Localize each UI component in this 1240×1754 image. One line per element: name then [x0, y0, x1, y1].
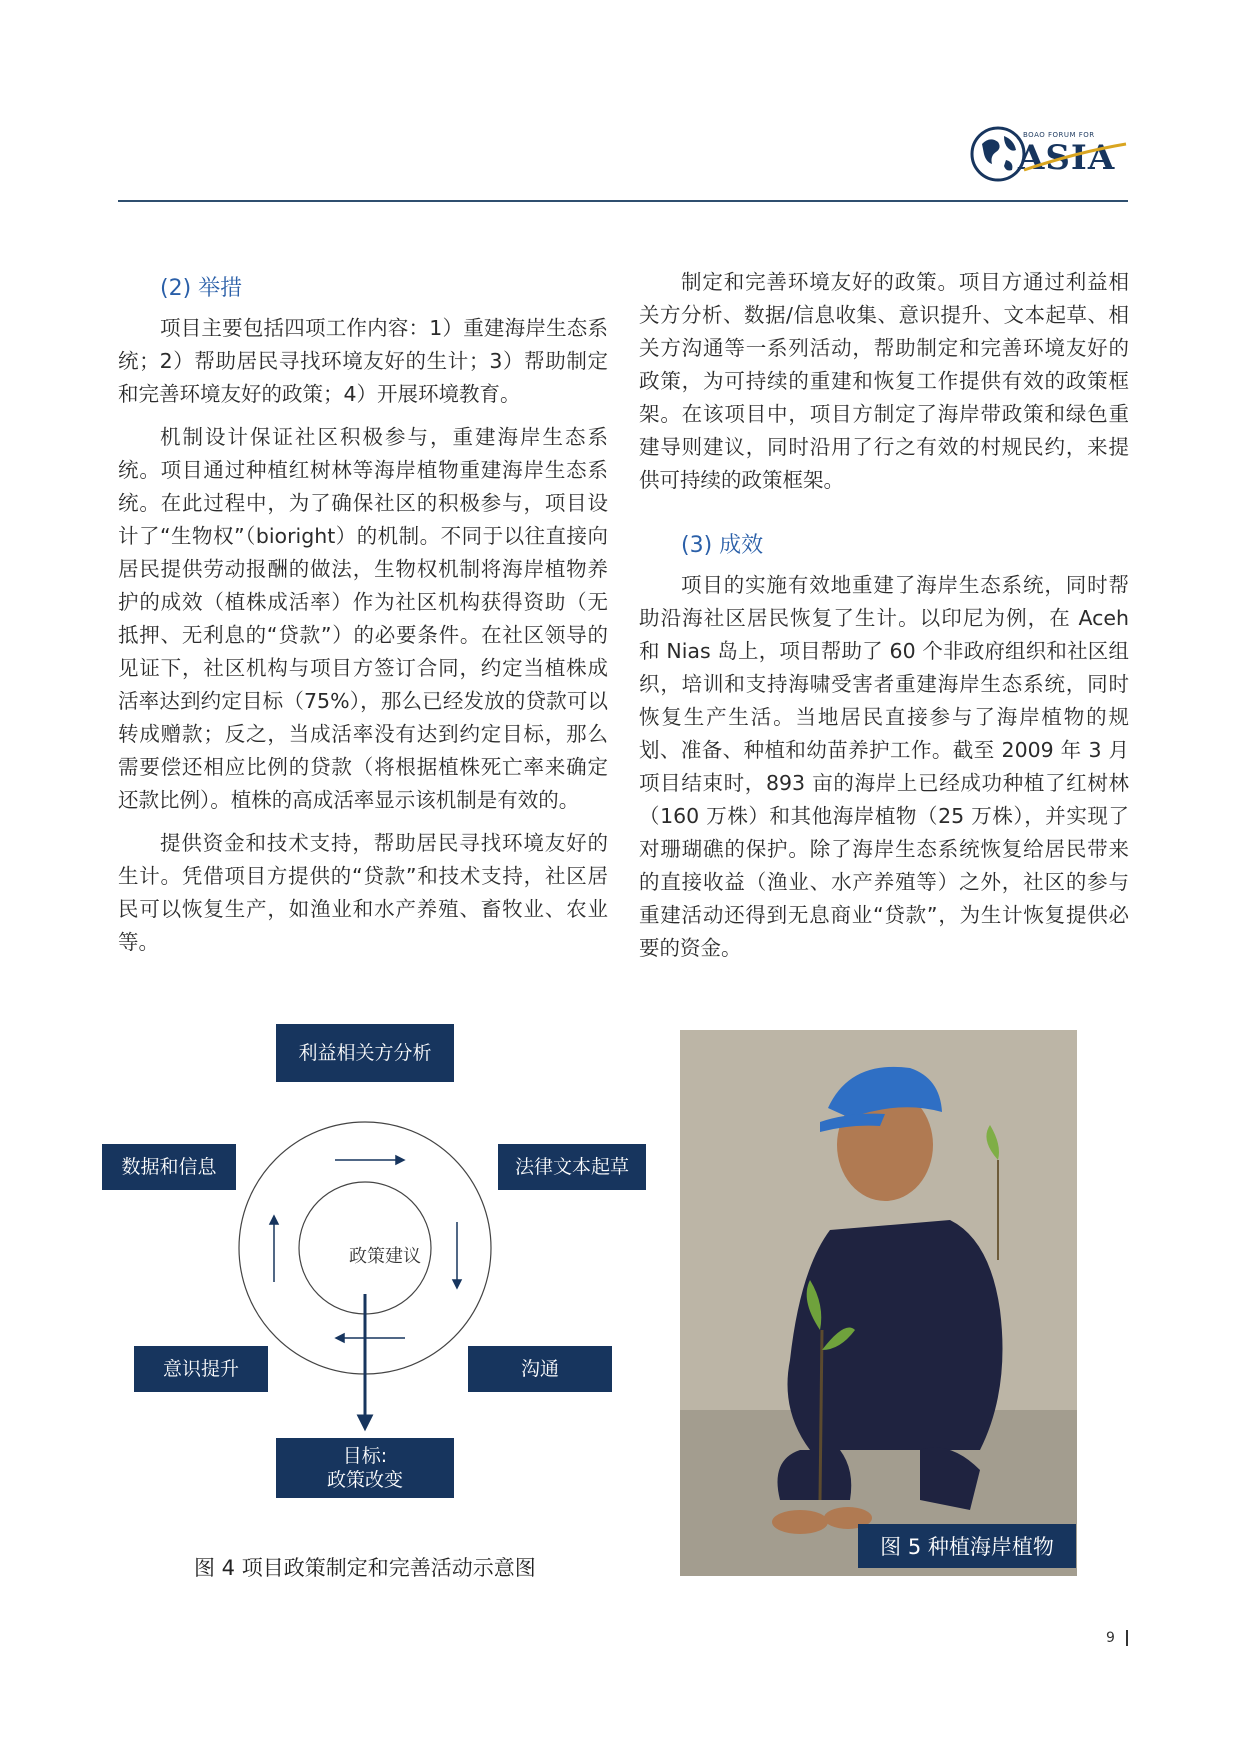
box-stakeholder-analysis: 利益相关方分析	[276, 1024, 454, 1082]
section-heading-results: (3) 成效	[681, 533, 764, 558]
logo-main-text: ASIA	[1018, 138, 1116, 178]
logo-top-text: BOAO FORUM FOR	[1023, 131, 1095, 139]
figure4-caption: 图 4 项目政策制定和完善活动示意图	[194, 1556, 536, 1580]
goal-line2: 政策改变	[326, 1469, 403, 1491]
paragraph: 制定和完善环境友好的政策。项目方通过利益相关方分析、数据/信息收集、意识提升、文本起草、相关方沟通等一系列活动，帮助制定和完善环境友好的政策，为可持续的重建和恢复工作提供有效的政策框架。在该项目中，项目方制定了海岸带政策和绿色重建导则建议，同时沿用了行之有效的村规民约，来提供可持续的政策框架。	[639, 270, 1129, 492]
photo-illustration	[680, 1030, 1077, 1576]
goal-line1: 目标:	[342, 1445, 388, 1467]
left-column	[118, 272, 608, 969]
box-communication: 沟通	[468, 1346, 612, 1392]
paragraph: 项目的实施有效地重建了海岸生态系统，同时帮助沿海社区居民恢复了生计。以印尼为例，在 Aceh 和 Nias 岛上，项目帮助了 60 个非政府组织和社区组织，培训和支持海啸受害者重建海岸生态系统，同时恢复生产生活。当地居民直接参与了海岸植物的规划、准备、种植和幼苗养护工作。截至 2009 年 3 月项目结束时，893 亩的海岸上已经成功种植了红树林（160 万株）和其他海岸植物（25 万株），并实现了对珊瑚礁的保护。除了海岸生态系统恢复给居民带来的直接收益（渔业、水产养殖等）之外，社区的参与重建活动还得到无息商业“贷款”，为生计恢复提供必要的资金。	[639, 573, 1129, 960]
center-label: 政策建议	[349, 1246, 421, 1267]
policy-diagram	[100, 1024, 660, 1544]
planting-photo	[680, 1030, 1077, 1576]
box-goal	[276, 1438, 454, 1498]
box-data-info: 数据和信息	[102, 1144, 236, 1190]
box-legal-draft: 法律文本起草	[498, 1144, 646, 1190]
figure5-caption: 图 5 种植海岸植物	[858, 1524, 1076, 1568]
paragraph: 机制设计保证社区积极参与，重建海岸生态系统。项目通过种植红树林等海岸植物重建海岸生态系统。在此过程中，为了确保社区的积极参与，项目设计了“生物权”（bioright）的机制。不同于以往直接向居民提供劳动报酬的做法，生物权机制将海岸植物养护的成效（植株成活率）作为社区机构获得资助（无抵押、无利息的“贷款”）的必要条件。在社区领导的见证下，社区机构与项目方签订合同，约定当植株成活率达到约定目标（75%），那么已经发放的贷款可以转成赠款；反之，当成活率没有达到约定目标，那么需要偿还相应比例的贷款（将根据植株死亡率来确定还款比例）。植株的高成活率显示该机制是有效的。	[118, 425, 608, 812]
arrow-bottom	[336, 1334, 405, 1342]
arrow-left	[270, 1216, 278, 1282]
boao-forum-logo	[968, 122, 1130, 188]
paragraph: 项目主要包括四项工作内容：1）重建海岸生态系统；2）帮助居民寻找环境友好的生计；3）帮助制定和完善环境友好的政策；4）开展环境教育。	[118, 316, 608, 406]
right-column	[639, 266, 1129, 975]
arrow-right	[453, 1222, 461, 1288]
page-number: 9	[1106, 1630, 1115, 1646]
logo-swoosh	[968, 122, 1130, 188]
header-rule	[118, 200, 1128, 202]
section-heading-measures: (2) 举措	[160, 276, 243, 301]
arrow-top	[335, 1156, 404, 1164]
page-number-divider	[1126, 1630, 1128, 1646]
paragraph: 提供资金和技术支持，帮助居民寻找环境友好的生计。凭借项目方提供的“贷款”和技术支持，社区居民可以恢复生产，如渔业和水产养殖、畜牧业、农业等。	[118, 831, 608, 954]
box-awareness: 意识提升	[134, 1346, 268, 1392]
